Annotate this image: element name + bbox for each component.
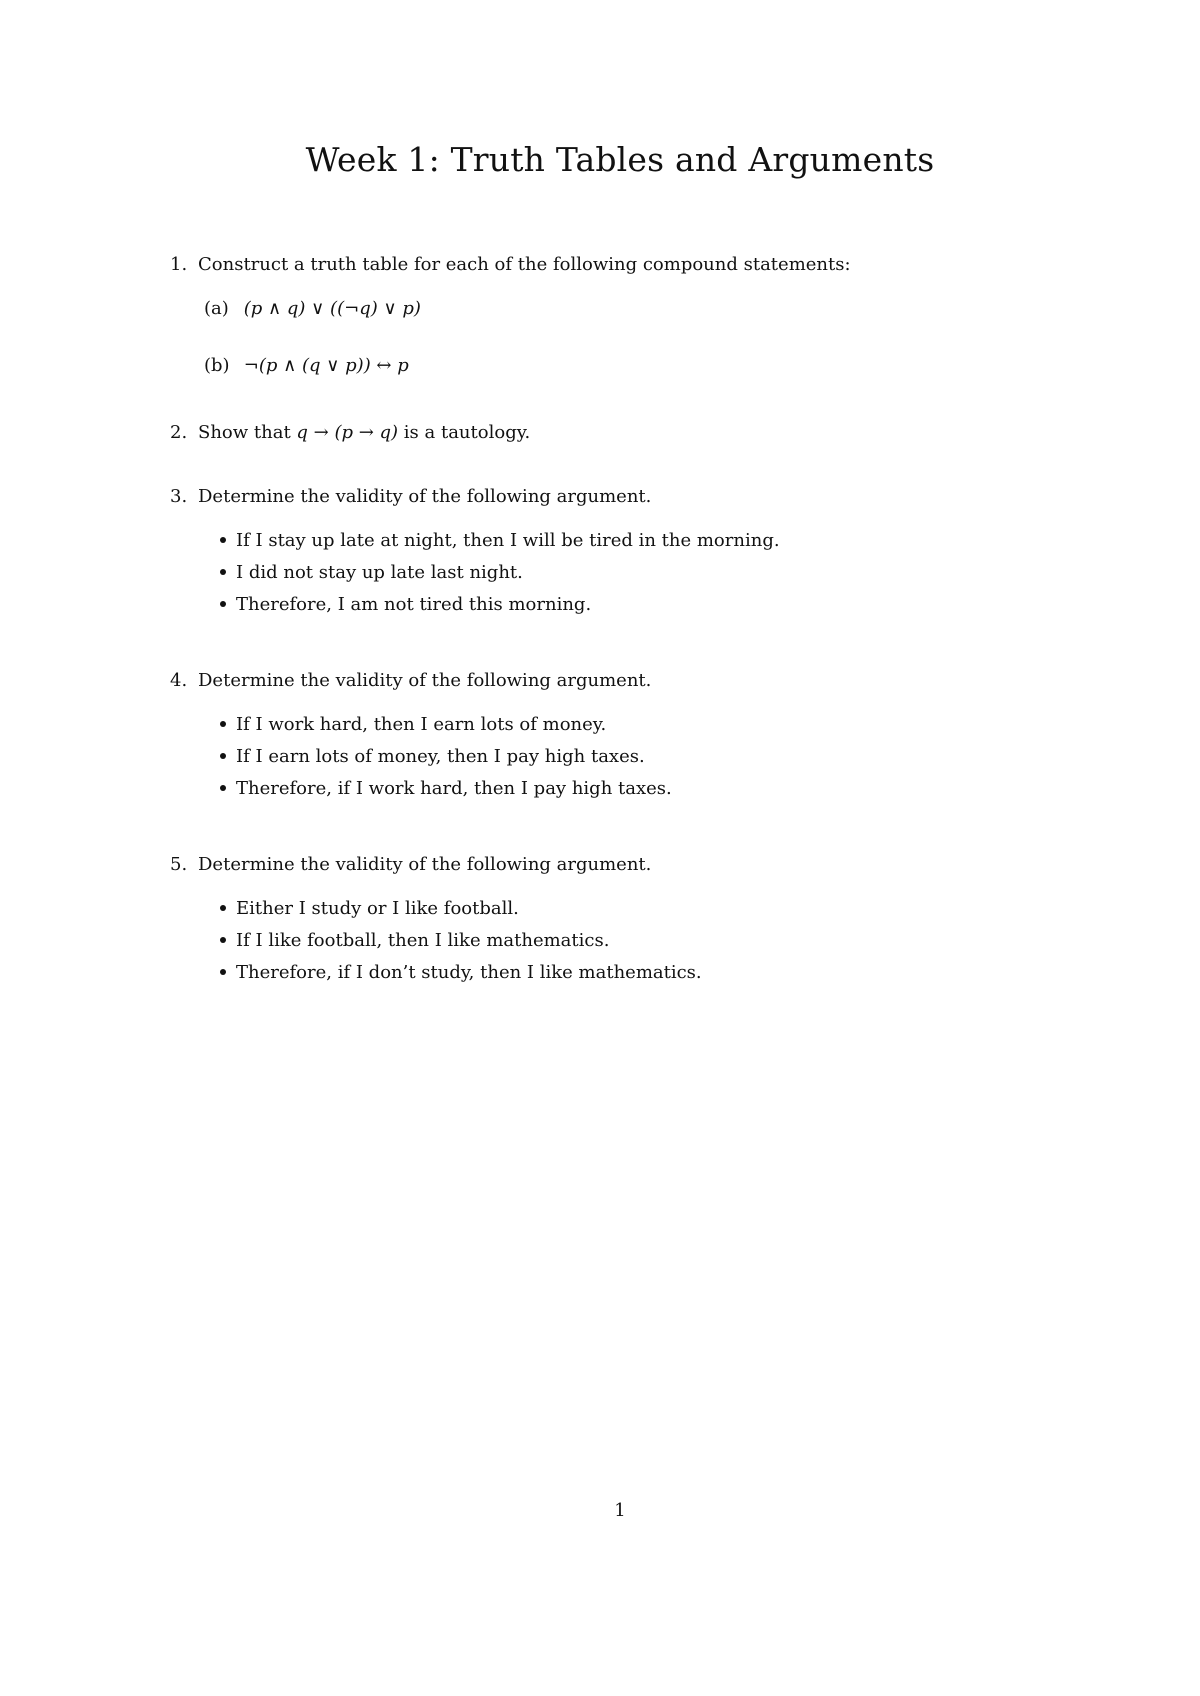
list-item-text: If I stay up late at night, then I will be tired in the morning.	[236, 530, 780, 551]
problem-text	[198, 420, 530, 446]
bullet-icon	[220, 905, 226, 911]
math-expression: q → (p → q)	[296, 422, 399, 443]
list-item-text: If I work hard, then I earn lots of money.	[236, 714, 607, 735]
list-item	[220, 528, 780, 554]
bullet-icon	[220, 785, 226, 791]
math-expression: ¬(p ∧ (q ∨ p)) ↔ p	[243, 355, 409, 376]
list-item	[220, 560, 523, 586]
bullet-icon	[220, 569, 226, 575]
list-item-text: Therefore, if I work hard, then I pay high taxes.	[236, 778, 672, 799]
list-item	[220, 712, 606, 738]
subpart-b	[204, 353, 409, 379]
page-title: Week 1: Truth Tables and Arguments	[305, 140, 935, 179]
list-item-text: Therefore, if I don’t study, then I like mathematics.	[236, 962, 702, 983]
page-number: 1	[614, 1500, 626, 1521]
list-item	[220, 776, 672, 802]
math-expression: (p ∧ q) ∨ ((¬q) ∨ p)	[243, 298, 421, 319]
list-item-text: I did not stay up late last night.	[236, 562, 523, 583]
list-item-text: If I earn lots of money, then I pay high taxes.	[236, 746, 645, 767]
problem-text: Determine the validity of the following argument.	[198, 486, 652, 507]
problem-text-start: Show that	[198, 422, 297, 443]
list-item-text: Therefore, I am not tired this morning.	[236, 594, 592, 615]
list-item-text: If I like football, then I like mathematics.	[236, 930, 610, 951]
bullet-icon	[220, 721, 226, 727]
list-item	[220, 896, 519, 922]
problem-number: 5.	[170, 854, 188, 875]
list-item	[220, 960, 702, 986]
bullet-icon	[220, 753, 226, 759]
subpart-label: (b)	[204, 355, 230, 376]
problem-text: Determine the validity of the following argument.	[198, 854, 652, 875]
subpart-a	[204, 296, 421, 322]
problem-number: 2.	[170, 422, 188, 443]
problem-number: 3.	[170, 486, 188, 507]
problem-text: Determine the validity of the following argument.	[198, 670, 652, 691]
bullet-icon	[220, 937, 226, 943]
problem-number: 1.	[170, 254, 188, 275]
problem-number: 4.	[170, 670, 188, 691]
list-item	[220, 744, 645, 770]
list-item	[220, 592, 591, 618]
bullet-icon	[220, 537, 226, 543]
list-item-text: Either I study or I like football.	[236, 898, 519, 919]
bullet-icon	[220, 969, 226, 975]
problem-text-end: is a tautology.	[398, 422, 531, 443]
subpart-label: (a)	[204, 298, 229, 319]
bullet-icon	[220, 601, 226, 607]
list-item	[220, 928, 609, 954]
problem-text: Construct a truth table for each of the following compound statements:	[198, 254, 851, 275]
